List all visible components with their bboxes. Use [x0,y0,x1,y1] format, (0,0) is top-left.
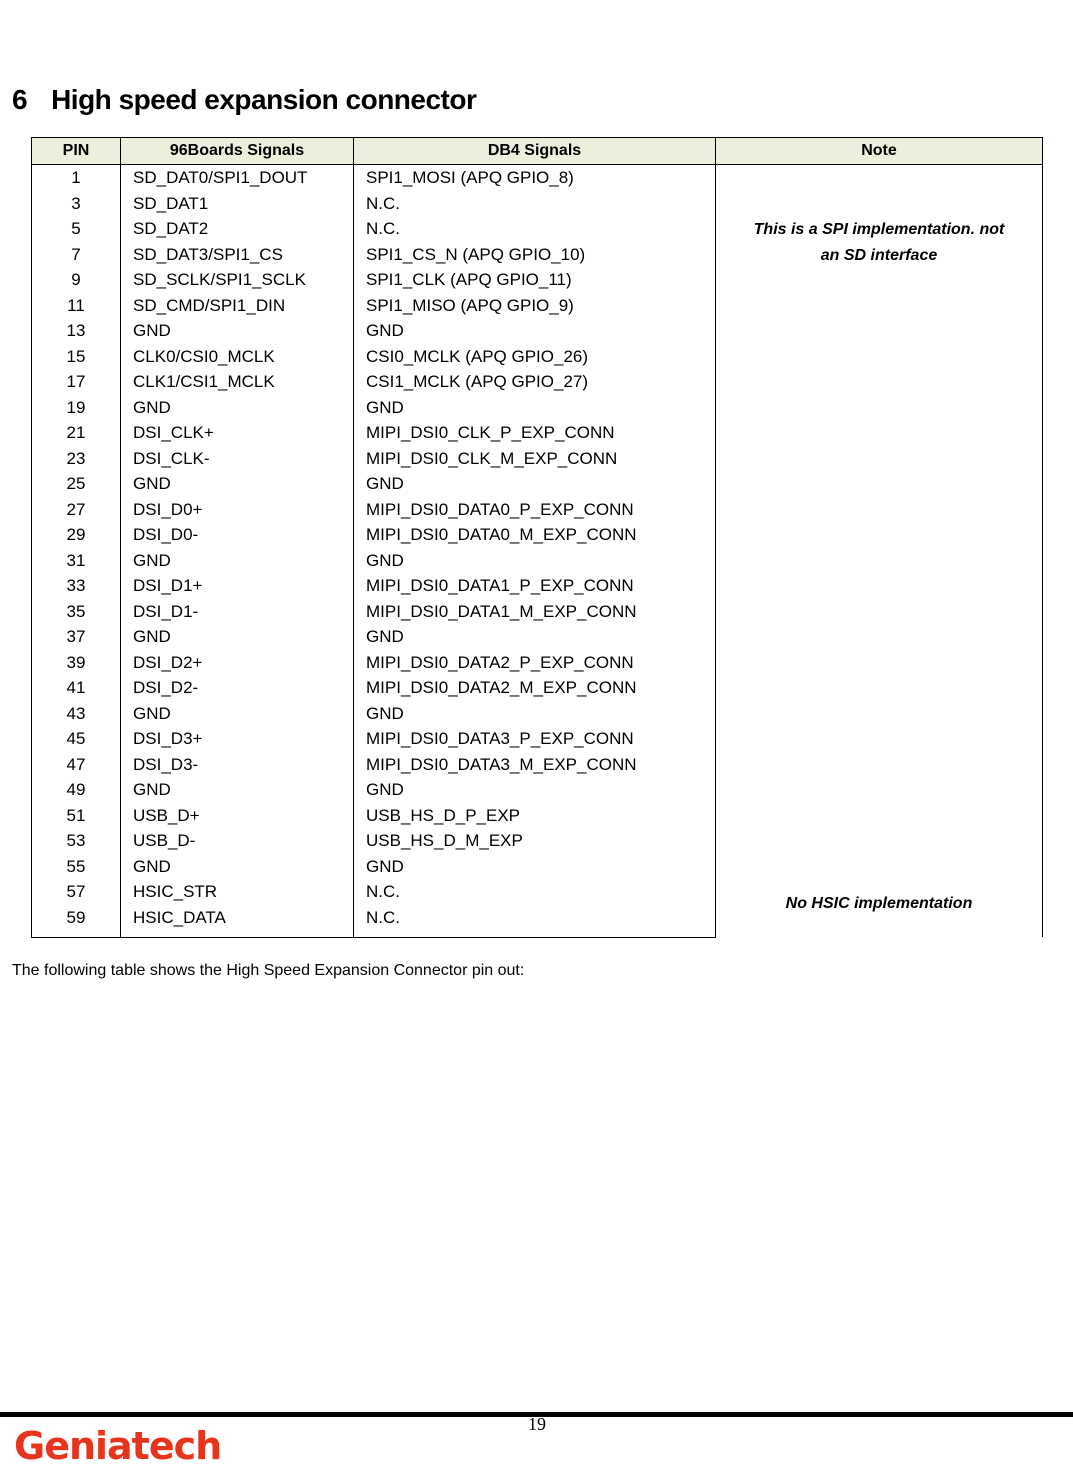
sig96-cell: SD_CMD/SPI1_DIN [121,293,354,319]
sig96-cell: GND [121,777,354,803]
table-header-row [32,138,1043,165]
db4-cell: SPI1_CLK (APQ GPIO_11) [354,267,716,293]
sig96-cell: DSI_D0- [121,522,354,548]
db4-cell: MIPI_DSI0_DATA1_M_EXP_CONN [354,599,716,625]
db4-cell: MIPI_DSI0_DATA3_M_EXP_CONN [354,752,716,778]
note-hsic: No HSIC implementation [785,895,973,912]
pin-cell: 1 [32,165,121,191]
pin-cell: 27 [32,497,121,523]
geniatech-logo: Geniatech [14,1424,222,1468]
note-spi-line1: This is a SPI implementation. not [753,221,1005,238]
pin-cell: 57 [32,879,121,905]
db4-cell: GND [354,777,716,803]
sig96-cell: GND [121,471,354,497]
db4-cell: N.C. [354,191,716,217]
sig96-cell: SD_DAT0/SPI1_DOUT [121,165,354,191]
db4-cell: SPI1_MOSI (APQ GPIO_8) [354,165,716,191]
sig96-cell: CLK1/CSI1_MCLK [121,369,354,395]
section-title: High speed expansion connector [51,84,477,115]
pin-cell: 39 [32,650,121,676]
pinout-table [31,137,1043,938]
db4-cell: GND [354,854,716,880]
sig96-cell: DSI_D3+ [121,726,354,752]
section-heading [12,84,476,116]
pin-cell: 49 [32,777,121,803]
sig96-cell: USB_D+ [121,803,354,829]
sig96-cell: DSI_D3- [121,752,354,778]
sig96-cell: SD_SCLK/SPI1_SCLK [121,267,354,293]
pin-cell: 11 [32,293,121,319]
db4-cell: GND [354,701,716,727]
db4-cell: GND [354,471,716,497]
note-spi [716,217,1042,269]
pin-cell: 53 [32,828,121,854]
sig96-cell: DSI_CLK+ [121,420,354,446]
db4-cell: GND [354,395,716,421]
db4-cell: USB_HS_D_M_EXP [354,828,716,854]
sig96-cell: DSI_D1+ [121,573,354,599]
pin-cell: 29 [32,522,121,548]
db4-cell: GND [354,548,716,574]
sig96-cell: GND [121,701,354,727]
sig96-cell: SD_DAT2 [121,216,354,242]
pin-cell: 37 [32,624,121,650]
db4-cell: MIPI_DSI0_DATA0_M_EXP_CONN [354,522,716,548]
db4-cell: MIPI_DSI0_CLK_P_EXP_CONN [354,420,716,446]
sig96-cell: SD_DAT1 [121,191,354,217]
note-cell [716,165,1043,938]
db4-cell: GND [354,318,716,344]
pin-cell: 17 [32,369,121,395]
pin-cell: 59 [32,905,121,938]
sig96-cell: GND [121,395,354,421]
pin-cell: 45 [32,726,121,752]
sig96-cell: GND [121,318,354,344]
db4-cell: CSI0_MCLK (APQ GPIO_26) [354,344,716,370]
pin-cell: 55 [32,854,121,880]
db4-cell: MIPI_DSI0_DATA2_P_EXP_CONN [354,650,716,676]
pin-cell: 9 [32,267,121,293]
pin-cell: 13 [32,318,121,344]
sig96-cell: SD_DAT3/SPI1_CS [121,242,354,268]
header-pin: PIN [32,138,121,165]
db4-cell: USB_HS_D_P_EXP [354,803,716,829]
pin-cell: 41 [32,675,121,701]
sig96-cell: GND [121,624,354,650]
pin-cell: 5 [32,216,121,242]
pin-cell: 47 [32,752,121,778]
pin-cell: 21 [32,420,121,446]
pin-cell: 25 [32,471,121,497]
table-row [32,165,1043,191]
table-caption: The following table shows the High Speed Expansion Connector pin out: [12,962,525,979]
pin-cell: 15 [32,344,121,370]
sig96-cell: USB_D- [121,828,354,854]
section-number: 6 [12,84,28,115]
db4-cell: GND [354,624,716,650]
db4-cell: SPI1_MISO (APQ GPIO_9) [354,293,716,319]
pin-cell: 19 [32,395,121,421]
pin-cell: 7 [32,242,121,268]
pin-cell: 43 [32,701,121,727]
pin-cell: 23 [32,446,121,472]
pin-cell: 35 [32,599,121,625]
sig96-cell: GND [121,548,354,574]
pin-cell: 33 [32,573,121,599]
sig96-cell: DSI_D1- [121,599,354,625]
db4-cell: MIPI_DSI0_DATA1_P_EXP_CONN [354,573,716,599]
db4-cell: MIPI_DSI0_DATA3_P_EXP_CONN [354,726,716,752]
db4-cell: CSI1_MCLK (APQ GPIO_27) [354,369,716,395]
db4-cell: MIPI_DSI0_DATA0_P_EXP_CONN [354,497,716,523]
pin-cell: 31 [32,548,121,574]
db4-cell: SPI1_CS_N (APQ GPIO_10) [354,242,716,268]
db4-cell: MIPI_DSI0_DATA2_M_EXP_CONN [354,675,716,701]
note-spi-line2: an SD interface [820,247,938,264]
db4-cell: N.C. [354,216,716,242]
header-note: Note [716,138,1043,165]
sig96-cell: HSIC_STR [121,879,354,905]
sig96-cell: HSIC_DATA [121,905,354,938]
sig96-cell: GND [121,854,354,880]
pin-cell: 3 [32,191,121,217]
sig96-cell: DSI_D2- [121,675,354,701]
sig96-cell: DSI_CLK- [121,446,354,472]
db4-cell: N.C. [354,879,716,905]
pin-cell: 51 [32,803,121,829]
header-db4-signals: DB4 Signals [354,138,716,165]
sig96-cell: DSI_D0+ [121,497,354,523]
header-96boards-signals: 96Boards Signals [121,138,354,165]
page-number: 19 [528,1414,546,1434]
sig96-cell: DSI_D2+ [121,650,354,676]
sig96-cell: CLK0/CSI0_MCLK [121,344,354,370]
db4-cell: MIPI_DSI0_CLK_M_EXP_CONN [354,446,716,472]
db4-cell: N.C. [354,905,716,938]
